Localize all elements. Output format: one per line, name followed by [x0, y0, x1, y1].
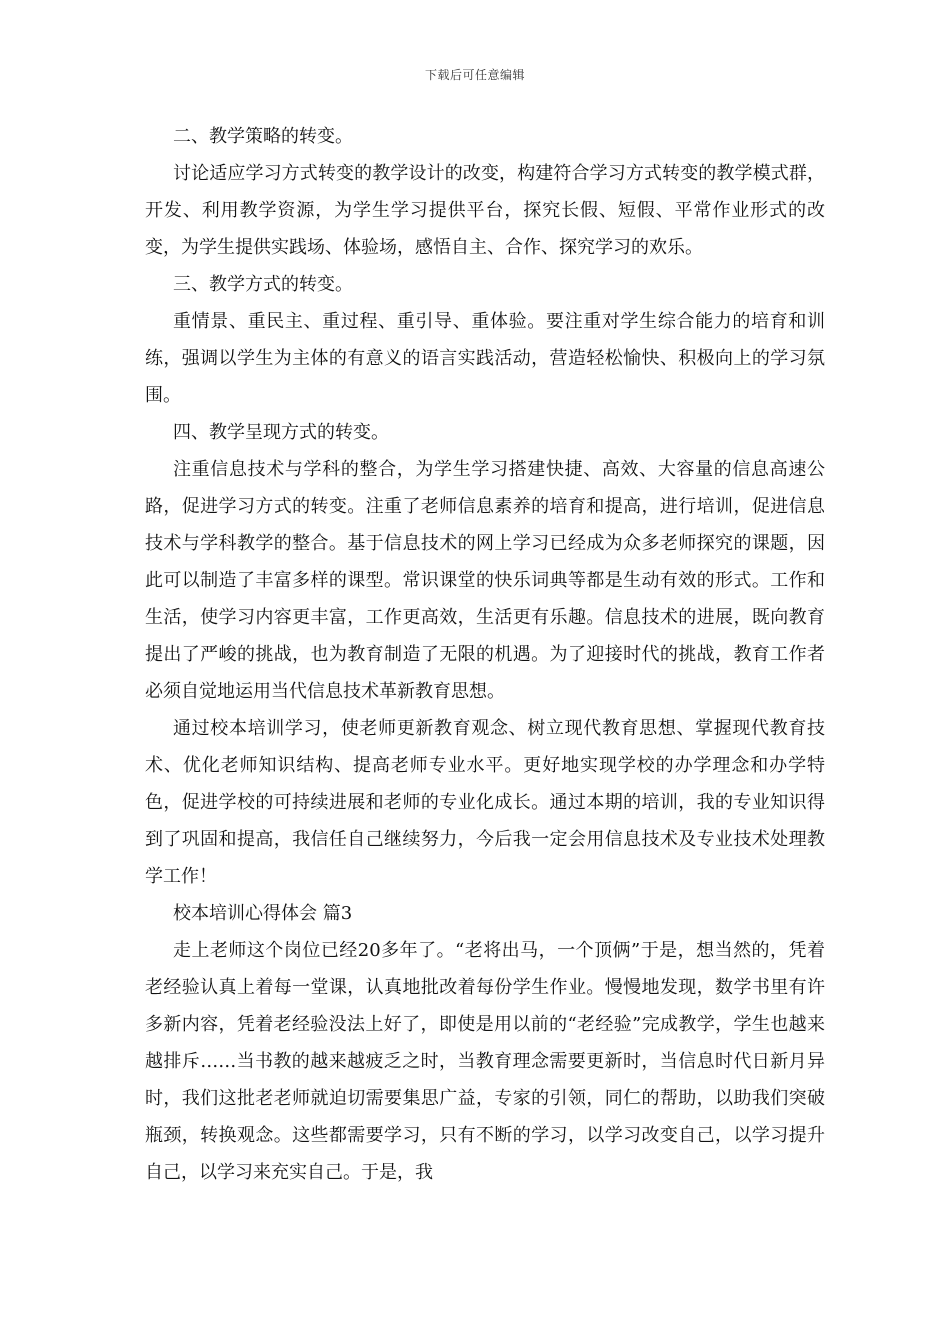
document-body	[145, 118, 825, 1191]
paragraph-part3-intro: 走上老师这个岗位已经20多年了。“老将出马，一个顶俩”于是，想当然的，凭着老经验认真上着每一堂课，认真地批改着每份学生作业。慢慢地发现，数学书里有许多新内容，凭着老经验没法上好了，即使是用以前的“老经验”完成教学，学生也越来越排斥……当书教的越来越疲乏之时，当教育理念需要更新时，当信息时代日新月异时，我们这批老老师就迫切需要集思广益，专家的引领，同仁的帮助，以助我们突破瓶颈，转换观念。这些都需要学习，只有不断的学习，以学习改变自己，以学习提升自己，以学习来充实自己。于是，我	[145, 940, 825, 1183]
paragraph-strategy: 讨论适应学习方式转变的教学设计的改变，构建符合学习方式转变的教学模式群，开发、利用教学资源，为学生学习提供平台，探究长假、短假、平常作业形式的改变，为学生提供实践场、体验场，感悟自主、合作、探究学习的欢乐。	[145, 163, 825, 258]
paragraph-presentation: 注重信息技术与学科的整合，为学生学习搭建快捷、高效、大容量的信息高速公路，促进学习方式的转变。注重了老师信息素养的培育和提高，进行培训，促进信息技术与学科教学的整合。基于信息技术的网上学习已经成为众多老师探究的课题，因此可以制造了丰富多样的课型。常识课堂的快乐词典等都是生动有效的形式。工作和生活，使学习内容更丰富，工作更高效，生活更有乐趣。信息技术的进展，既向教育提出了严峻的挑战，也为教育制造了无限的机遇。为了迎接时代的挑战，教育工作者必须自觉地运用当代信息技术革新教育思想。	[145, 459, 825, 702]
section-heading-strategy: 二、教学策略的转变。	[173, 126, 353, 147]
paragraph-method: 重情景、重民主、重过程、重引导、重体验。要注重对学生综合能力的培育和训练，强调以学生为主体的有意义的语言实践活动，营造轻松愉快、积极向上的学习氛围。	[145, 311, 825, 406]
article-title-part3: 校本培训心得体会 篇3	[173, 903, 353, 924]
section-heading-method: 三、教学方式的转变。	[173, 274, 353, 295]
section-heading-presentation: 四、教学呈现方式的转变。	[173, 422, 389, 443]
page-header: 下载后可任意编辑	[424, 68, 525, 82]
paragraph-training-summary: 通过校本培训学习，使老师更新教育观念、树立现代教育思想、掌握现代教育技术、优化老师知识结构、提高老师专业水平。更好地实现学校的办学理念和办学特色，促进学校的可持续进展和老师的专业化成长。通过本期的培训，我的专业知识得到了巩固和提高，我信任自己继续努力，今后我一定会用信息技术及专业技术处理教学工作！	[145, 718, 825, 887]
